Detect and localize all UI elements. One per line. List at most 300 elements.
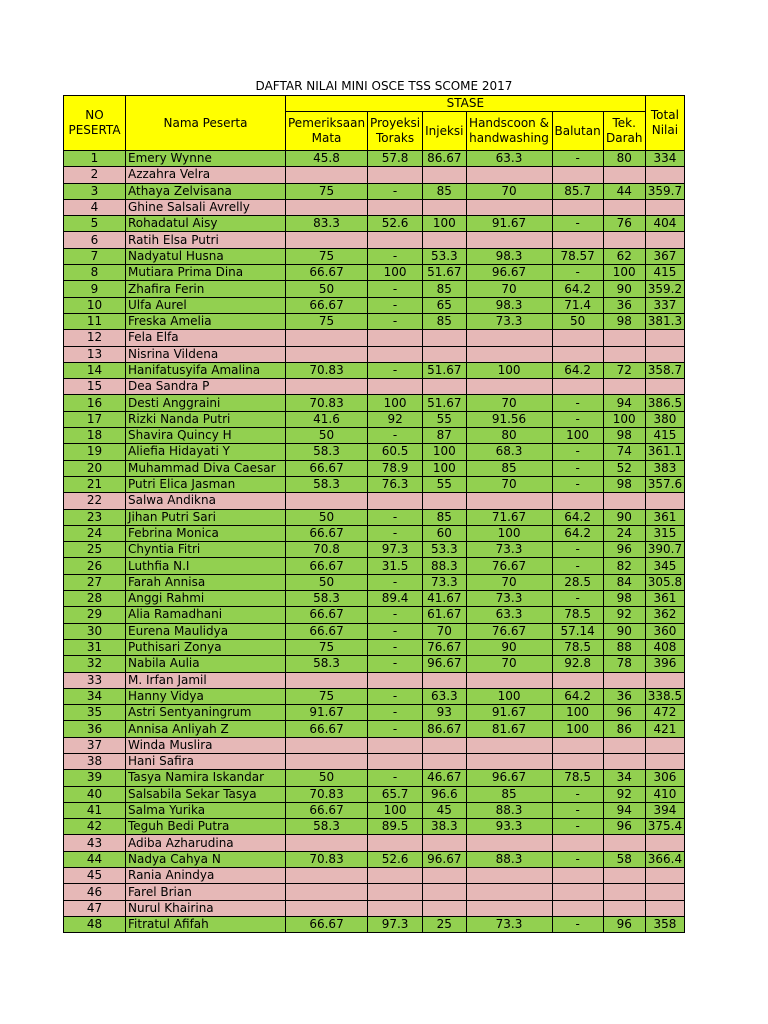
cell-proyeksi-toraks[interactable]: 52.6: [368, 216, 423, 232]
cell-pemeriksaan-mata[interactable]: 66.67: [286, 460, 368, 476]
cell-name[interactable]: Fitratul Afifah: [126, 916, 286, 932]
cell-pemeriksaan-mata[interactable]: 75: [286, 639, 368, 655]
cell-no[interactable]: 6: [64, 232, 126, 248]
cell-balutan[interactable]: -: [552, 476, 603, 492]
cell-handscoon[interactable]: 73.3: [466, 313, 552, 329]
cell-handscoon[interactable]: 76.67: [466, 558, 552, 574]
cell-tek-darah[interactable]: 86: [603, 721, 645, 737]
cell-tek-darah[interactable]: 76: [603, 216, 645, 232]
cell-proyeksi-toraks[interactable]: -: [368, 313, 423, 329]
cell-handscoon[interactable]: 88.3: [466, 802, 552, 818]
cell-no[interactable]: 34: [64, 688, 126, 704]
cell-balutan[interactable]: -: [552, 460, 603, 476]
cell-no[interactable]: 48: [64, 916, 126, 932]
cell-injeksi[interactable]: 25: [423, 916, 466, 932]
cell-no[interactable]: 28: [64, 591, 126, 607]
cell-pemeriksaan-mata[interactable]: 58.3: [286, 476, 368, 492]
cell-total[interactable]: 421: [645, 721, 684, 737]
cell-balutan[interactable]: [552, 346, 603, 362]
cell-balutan[interactable]: [552, 753, 603, 769]
cell-no[interactable]: 22: [64, 493, 126, 509]
cell-injeksi[interactable]: 86.67: [423, 721, 466, 737]
cell-total[interactable]: [645, 232, 684, 248]
cell-tek-darah[interactable]: 44: [603, 183, 645, 199]
cell-total[interactable]: 361.1: [645, 444, 684, 460]
cell-total[interactable]: [645, 167, 684, 183]
cell-tek-darah[interactable]: 96: [603, 705, 645, 721]
cell-balutan[interactable]: [552, 900, 603, 916]
cell-no[interactable]: 14: [64, 362, 126, 378]
cell-no[interactable]: 46: [64, 884, 126, 900]
cell-pemeriksaan-mata[interactable]: 50: [286, 281, 368, 297]
cell-balutan[interactable]: -: [552, 851, 603, 867]
cell-handscoon[interactable]: [466, 330, 552, 346]
cell-proyeksi-toraks[interactable]: 89.4: [368, 591, 423, 607]
cell-proyeksi-toraks[interactable]: -: [368, 770, 423, 786]
cell-injeksi[interactable]: [423, 868, 466, 884]
cell-total[interactable]: 415: [645, 265, 684, 281]
cell-balutan[interactable]: 57.14: [552, 623, 603, 639]
cell-tek-darah[interactable]: [603, 199, 645, 215]
cell-balutan[interactable]: 100: [552, 428, 603, 444]
cell-no[interactable]: 9: [64, 281, 126, 297]
cell-total[interactable]: 338.5: [645, 688, 684, 704]
cell-pemeriksaan-mata[interactable]: 70.83: [286, 362, 368, 378]
cell-total[interactable]: 375.4: [645, 819, 684, 835]
cell-name[interactable]: Shavira Quincy H: [126, 428, 286, 444]
cell-handscoon[interactable]: 88.3: [466, 851, 552, 867]
cell-name[interactable]: Nurul Khairina: [126, 900, 286, 916]
cell-total[interactable]: 366.4: [645, 851, 684, 867]
cell-pemeriksaan-mata[interactable]: 70.83: [286, 851, 368, 867]
cell-handscoon[interactable]: 100: [466, 688, 552, 704]
cell-no[interactable]: 12: [64, 330, 126, 346]
cell-balutan[interactable]: 78.5: [552, 770, 603, 786]
cell-proyeksi-toraks[interactable]: [368, 232, 423, 248]
cell-injeksi[interactable]: [423, 672, 466, 688]
cell-total[interactable]: 345: [645, 558, 684, 574]
cell-tek-darah[interactable]: [603, 884, 645, 900]
cell-balutan[interactable]: 64.2: [552, 525, 603, 541]
cell-no[interactable]: 23: [64, 509, 126, 525]
cell-balutan[interactable]: -: [552, 395, 603, 411]
cell-no[interactable]: 35: [64, 705, 126, 721]
cell-tek-darah[interactable]: [603, 232, 645, 248]
cell-handscoon[interactable]: [466, 753, 552, 769]
cell-proyeksi-toraks[interactable]: [368, 868, 423, 884]
cell-handscoon[interactable]: 76.67: [466, 623, 552, 639]
cell-no[interactable]: 13: [64, 346, 126, 362]
cell-handscoon[interactable]: 70: [466, 476, 552, 492]
cell-injeksi[interactable]: 55: [423, 411, 466, 427]
cell-pemeriksaan-mata[interactable]: 50: [286, 428, 368, 444]
cell-tek-darah[interactable]: 98: [603, 591, 645, 607]
cell-pemeriksaan-mata[interactable]: 41.6: [286, 411, 368, 427]
cell-no[interactable]: 32: [64, 656, 126, 672]
cell-handscoon[interactable]: 63.3: [466, 151, 552, 167]
cell-injeksi[interactable]: 96.6: [423, 786, 466, 802]
cell-injeksi[interactable]: [423, 167, 466, 183]
cell-tek-darah[interactable]: 34: [603, 770, 645, 786]
cell-injeksi[interactable]: [423, 232, 466, 248]
cell-no[interactable]: 30: [64, 623, 126, 639]
cell-pemeriksaan-mata[interactable]: 66.67: [286, 265, 368, 281]
cell-name[interactable]: Ratih Elsa Putri: [126, 232, 286, 248]
cell-pemeriksaan-mata[interactable]: 58.3: [286, 819, 368, 835]
cell-injeksi[interactable]: 85: [423, 281, 466, 297]
cell-total[interactable]: 358: [645, 916, 684, 932]
cell-handscoon[interactable]: 96.67: [466, 265, 552, 281]
cell-injeksi[interactable]: [423, 900, 466, 916]
cell-handscoon[interactable]: [466, 346, 552, 362]
cell-tek-darah[interactable]: 58: [603, 851, 645, 867]
header-tek-darah[interactable]: Tek. Darah: [603, 112, 645, 151]
cell-injeksi[interactable]: 85: [423, 509, 466, 525]
cell-no[interactable]: 27: [64, 574, 126, 590]
cell-balutan[interactable]: 92.8: [552, 656, 603, 672]
cell-balutan[interactable]: 64.2: [552, 281, 603, 297]
cell-tek-darah[interactable]: 92: [603, 786, 645, 802]
cell-proyeksi-toraks[interactable]: [368, 199, 423, 215]
cell-handscoon[interactable]: 80: [466, 428, 552, 444]
cell-balutan[interactable]: [552, 737, 603, 753]
cell-injeksi[interactable]: 70: [423, 623, 466, 639]
cell-pemeriksaan-mata[interactable]: 58.3: [286, 444, 368, 460]
cell-total[interactable]: 390.7: [645, 542, 684, 558]
cell-balutan[interactable]: 78.57: [552, 248, 603, 264]
cell-injeksi[interactable]: 53.3: [423, 248, 466, 264]
cell-proyeksi-toraks[interactable]: [368, 900, 423, 916]
cell-name[interactable]: Adiba Azharudina: [126, 835, 286, 851]
cell-handscoon[interactable]: 81.67: [466, 721, 552, 737]
cell-no[interactable]: 8: [64, 265, 126, 281]
cell-no[interactable]: 37: [64, 737, 126, 753]
cell-proyeksi-toraks[interactable]: -: [368, 574, 423, 590]
header-total-nilai[interactable]: Total Nilai: [645, 96, 684, 151]
cell-pemeriksaan-mata[interactable]: 70.83: [286, 395, 368, 411]
cell-handscoon[interactable]: 100: [466, 362, 552, 378]
cell-name[interactable]: Rizki Nanda Putri: [126, 411, 286, 427]
cell-name[interactable]: Dea Sandra P: [126, 379, 286, 395]
cell-no[interactable]: 33: [64, 672, 126, 688]
cell-balutan[interactable]: 64.2: [552, 688, 603, 704]
cell-pemeriksaan-mata[interactable]: [286, 167, 368, 183]
cell-injeksi[interactable]: 96.67: [423, 851, 466, 867]
cell-no[interactable]: 7: [64, 248, 126, 264]
cell-no[interactable]: 5: [64, 216, 126, 232]
cell-proyeksi-toraks[interactable]: -: [368, 183, 423, 199]
cell-injeksi[interactable]: 51.67: [423, 265, 466, 281]
cell-tek-darah[interactable]: 98: [603, 476, 645, 492]
cell-handscoon[interactable]: [466, 199, 552, 215]
cell-proyeksi-toraks[interactable]: 100: [368, 265, 423, 281]
cell-tek-darah[interactable]: [603, 167, 645, 183]
cell-total[interactable]: [645, 900, 684, 916]
cell-pemeriksaan-mata[interactable]: 66.67: [286, 297, 368, 313]
cell-tek-darah[interactable]: [603, 737, 645, 753]
cell-proyeksi-toraks[interactable]: [368, 753, 423, 769]
cell-tek-darah[interactable]: 62: [603, 248, 645, 264]
cell-tek-darah[interactable]: 98: [603, 428, 645, 444]
cell-injeksi[interactable]: 85: [423, 183, 466, 199]
cell-handscoon[interactable]: [466, 884, 552, 900]
cell-handscoon[interactable]: 70: [466, 395, 552, 411]
cell-total[interactable]: [645, 884, 684, 900]
cell-injeksi[interactable]: [423, 199, 466, 215]
cell-proyeksi-toraks[interactable]: -: [368, 623, 423, 639]
cell-no[interactable]: 19: [64, 444, 126, 460]
cell-tek-darah[interactable]: [603, 672, 645, 688]
cell-no[interactable]: 24: [64, 525, 126, 541]
cell-pemeriksaan-mata[interactable]: [286, 346, 368, 362]
cell-tek-darah[interactable]: 74: [603, 444, 645, 460]
cell-handscoon[interactable]: 98.3: [466, 248, 552, 264]
cell-pemeriksaan-mata[interactable]: 50: [286, 509, 368, 525]
cell-proyeksi-toraks[interactable]: -: [368, 525, 423, 541]
cell-handscoon[interactable]: 91.56: [466, 411, 552, 427]
cell-tek-darah[interactable]: 90: [603, 281, 645, 297]
cell-total[interactable]: [645, 835, 684, 851]
cell-injeksi[interactable]: 96.67: [423, 656, 466, 672]
cell-pemeriksaan-mata[interactable]: [286, 199, 368, 215]
cell-tek-darah[interactable]: 88: [603, 639, 645, 655]
cell-no[interactable]: 38: [64, 753, 126, 769]
cell-name[interactable]: Annisa Anliyah Z: [126, 721, 286, 737]
cell-pemeriksaan-mata[interactable]: 66.67: [286, 607, 368, 623]
cell-name[interactable]: Chyntia Fitri: [126, 542, 286, 558]
cell-tek-darah[interactable]: [603, 330, 645, 346]
cell-handscoon[interactable]: [466, 900, 552, 916]
cell-tek-darah[interactable]: [603, 379, 645, 395]
cell-injeksi[interactable]: 76.67: [423, 639, 466, 655]
cell-name[interactable]: Fela Elfa: [126, 330, 286, 346]
cell-pemeriksaan-mata[interactable]: 66.67: [286, 721, 368, 737]
cell-name[interactable]: Hanny Vidya: [126, 688, 286, 704]
cell-proyeksi-toraks[interactable]: [368, 330, 423, 346]
cell-proyeksi-toraks[interactable]: [368, 884, 423, 900]
cell-total[interactable]: 358.7: [645, 362, 684, 378]
cell-injeksi[interactable]: [423, 753, 466, 769]
cell-balutan[interactable]: -: [552, 411, 603, 427]
cell-balutan[interactable]: [552, 167, 603, 183]
cell-proyeksi-toraks[interactable]: 76.3: [368, 476, 423, 492]
cell-handscoon[interactable]: 73.3: [466, 542, 552, 558]
cell-total[interactable]: 306: [645, 770, 684, 786]
cell-proyeksi-toraks[interactable]: 60.5: [368, 444, 423, 460]
cell-no[interactable]: 40: [64, 786, 126, 802]
cell-pemeriksaan-mata[interactable]: [286, 737, 368, 753]
cell-total[interactable]: 383: [645, 460, 684, 476]
cell-total[interactable]: [645, 753, 684, 769]
cell-tek-darah[interactable]: [603, 900, 645, 916]
cell-name[interactable]: Athaya Zelvisana: [126, 183, 286, 199]
cell-pemeriksaan-mata[interactable]: 75: [286, 313, 368, 329]
cell-pemeriksaan-mata[interactable]: 70.83: [286, 786, 368, 802]
cell-pemeriksaan-mata[interactable]: [286, 672, 368, 688]
cell-name[interactable]: Nisrina Vildena: [126, 346, 286, 362]
cell-no[interactable]: 43: [64, 835, 126, 851]
cell-proyeksi-toraks[interactable]: [368, 493, 423, 509]
cell-pemeriksaan-mata[interactable]: 66.67: [286, 802, 368, 818]
header-no-peserta[interactable]: NO PESERTA: [64, 96, 126, 151]
cell-proyeksi-toraks[interactable]: [368, 167, 423, 183]
cell-balutan[interactable]: [552, 672, 603, 688]
cell-no[interactable]: 3: [64, 183, 126, 199]
cell-name[interactable]: Farel Brian: [126, 884, 286, 900]
cell-handscoon[interactable]: 96.67: [466, 770, 552, 786]
cell-tek-darah[interactable]: 94: [603, 802, 645, 818]
cell-tek-darah[interactable]: 96: [603, 916, 645, 932]
cell-proyeksi-toraks[interactable]: [368, 835, 423, 851]
header-handscoon-handwashing[interactable]: Handscoon & handwashing: [466, 112, 552, 151]
cell-handscoon[interactable]: [466, 493, 552, 509]
cell-total[interactable]: 305.8: [645, 574, 684, 590]
cell-tek-darah[interactable]: 90: [603, 623, 645, 639]
cell-name[interactable]: Jihan Putri Sari: [126, 509, 286, 525]
cell-name[interactable]: Ulfa Aurel: [126, 297, 286, 313]
cell-proyeksi-toraks[interactable]: -: [368, 607, 423, 623]
cell-total[interactable]: 404: [645, 216, 684, 232]
cell-name[interactable]: Rohadatul Aisy: [126, 216, 286, 232]
cell-balutan[interactable]: 71.4: [552, 297, 603, 313]
cell-handscoon[interactable]: 85: [466, 786, 552, 802]
cell-balutan[interactable]: [552, 884, 603, 900]
cell-no[interactable]: 26: [64, 558, 126, 574]
cell-proyeksi-toraks[interactable]: 52.6: [368, 851, 423, 867]
cell-pemeriksaan-mata[interactable]: [286, 753, 368, 769]
cell-handscoon[interactable]: 90: [466, 639, 552, 655]
cell-handscoon[interactable]: 70: [466, 656, 552, 672]
cell-injeksi[interactable]: 53.3: [423, 542, 466, 558]
cell-handscoon[interactable]: 70: [466, 281, 552, 297]
cell-name[interactable]: Salma Yurika: [126, 802, 286, 818]
cell-balutan[interactable]: [552, 379, 603, 395]
cell-injeksi[interactable]: [423, 835, 466, 851]
cell-handscoon[interactable]: 63.3: [466, 607, 552, 623]
cell-injeksi[interactable]: 55: [423, 476, 466, 492]
cell-tek-darah[interactable]: 96: [603, 819, 645, 835]
cell-tek-darah[interactable]: 96: [603, 542, 645, 558]
cell-tek-darah[interactable]: 82: [603, 558, 645, 574]
cell-tek-darah[interactable]: 100: [603, 265, 645, 281]
cell-no[interactable]: 44: [64, 851, 126, 867]
cell-name[interactable]: Eurena Maulidya: [126, 623, 286, 639]
cell-name[interactable]: Tasya Namira Iskandar: [126, 770, 286, 786]
cell-tek-darah[interactable]: [603, 835, 645, 851]
cell-name[interactable]: Ghine Salsali Avrelly: [126, 199, 286, 215]
cell-total[interactable]: [645, 379, 684, 395]
cell-pemeriksaan-mata[interactable]: [286, 884, 368, 900]
cell-no[interactable]: 1: [64, 151, 126, 167]
cell-proyeksi-toraks[interactable]: 92: [368, 411, 423, 427]
cell-total[interactable]: 360: [645, 623, 684, 639]
header-nama-peserta[interactable]: Nama Peserta: [126, 96, 286, 151]
cell-total[interactable]: 361: [645, 591, 684, 607]
cell-balutan[interactable]: 50: [552, 313, 603, 329]
cell-balutan[interactable]: 64.2: [552, 509, 603, 525]
cell-balutan[interactable]: -: [552, 542, 603, 558]
cell-proyeksi-toraks[interactable]: [368, 379, 423, 395]
cell-total[interactable]: 472: [645, 705, 684, 721]
cell-name[interactable]: Puthisari Zonya: [126, 639, 286, 655]
cell-tek-darah[interactable]: 92: [603, 607, 645, 623]
cell-balutan[interactable]: [552, 835, 603, 851]
cell-balutan[interactable]: 28.5: [552, 574, 603, 590]
cell-injeksi[interactable]: 63.3: [423, 688, 466, 704]
cell-no[interactable]: 41: [64, 802, 126, 818]
cell-tek-darah[interactable]: [603, 753, 645, 769]
cell-no[interactable]: 10: [64, 297, 126, 313]
cell-injeksi[interactable]: [423, 330, 466, 346]
cell-total[interactable]: 380: [645, 411, 684, 427]
cell-injeksi[interactable]: [423, 493, 466, 509]
cell-balutan[interactable]: -: [552, 444, 603, 460]
cell-handscoon[interactable]: 73.3: [466, 591, 552, 607]
cell-proyeksi-toraks[interactable]: 57.8: [368, 151, 423, 167]
cell-balutan[interactable]: -: [552, 916, 603, 932]
cell-proyeksi-toraks[interactable]: -: [368, 656, 423, 672]
header-proyeksi-toraks[interactable]: Proyeksi Toraks: [368, 112, 423, 151]
cell-no[interactable]: 15: [64, 379, 126, 395]
cell-pemeriksaan-mata[interactable]: [286, 835, 368, 851]
cell-balutan[interactable]: -: [552, 216, 603, 232]
cell-proyeksi-toraks[interactable]: -: [368, 688, 423, 704]
cell-tek-darah[interactable]: 36: [603, 297, 645, 313]
cell-proyeksi-toraks[interactable]: 100: [368, 395, 423, 411]
cell-name[interactable]: Febrina Monica: [126, 525, 286, 541]
cell-proyeksi-toraks[interactable]: -: [368, 428, 423, 444]
cell-total[interactable]: 362: [645, 607, 684, 623]
cell-balutan[interactable]: 85.7: [552, 183, 603, 199]
cell-pemeriksaan-mata[interactable]: [286, 493, 368, 509]
cell-tek-darah[interactable]: 72: [603, 362, 645, 378]
cell-name[interactable]: Nadya Cahya N: [126, 851, 286, 867]
cell-total[interactable]: [645, 672, 684, 688]
cell-balutan[interactable]: -: [552, 265, 603, 281]
cell-no[interactable]: 2: [64, 167, 126, 183]
cell-proyeksi-toraks[interactable]: 89.5: [368, 819, 423, 835]
cell-injeksi[interactable]: 100: [423, 444, 466, 460]
cell-balutan[interactable]: [552, 868, 603, 884]
cell-pemeriksaan-mata[interactable]: [286, 379, 368, 395]
cell-injeksi[interactable]: 51.67: [423, 362, 466, 378]
cell-name[interactable]: Hani Safira: [126, 753, 286, 769]
cell-no[interactable]: 16: [64, 395, 126, 411]
cell-handscoon[interactable]: 70: [466, 183, 552, 199]
cell-injeksi[interactable]: 51.67: [423, 395, 466, 411]
cell-injeksi[interactable]: 41.67: [423, 591, 466, 607]
cell-proyeksi-toraks[interactable]: -: [368, 705, 423, 721]
header-balutan[interactable]: Balutan: [552, 112, 603, 151]
cell-handscoon[interactable]: [466, 868, 552, 884]
cell-no[interactable]: 4: [64, 199, 126, 215]
cell-total[interactable]: 381.3: [645, 313, 684, 329]
cell-pemeriksaan-mata[interactable]: [286, 900, 368, 916]
cell-proyeksi-toraks[interactable]: -: [368, 297, 423, 313]
cell-total[interactable]: 408: [645, 639, 684, 655]
cell-injeksi[interactable]: [423, 737, 466, 753]
cell-tek-darah[interactable]: 78: [603, 656, 645, 672]
cell-total[interactable]: 410: [645, 786, 684, 802]
cell-injeksi[interactable]: [423, 379, 466, 395]
cell-handscoon[interactable]: [466, 672, 552, 688]
cell-injeksi[interactable]: 60: [423, 525, 466, 541]
cell-proyeksi-toraks[interactable]: -: [368, 721, 423, 737]
cell-no[interactable]: 29: [64, 607, 126, 623]
cell-total[interactable]: 315: [645, 525, 684, 541]
cell-proyeksi-toraks[interactable]: 65.7: [368, 786, 423, 802]
cell-balutan[interactable]: 78.5: [552, 607, 603, 623]
